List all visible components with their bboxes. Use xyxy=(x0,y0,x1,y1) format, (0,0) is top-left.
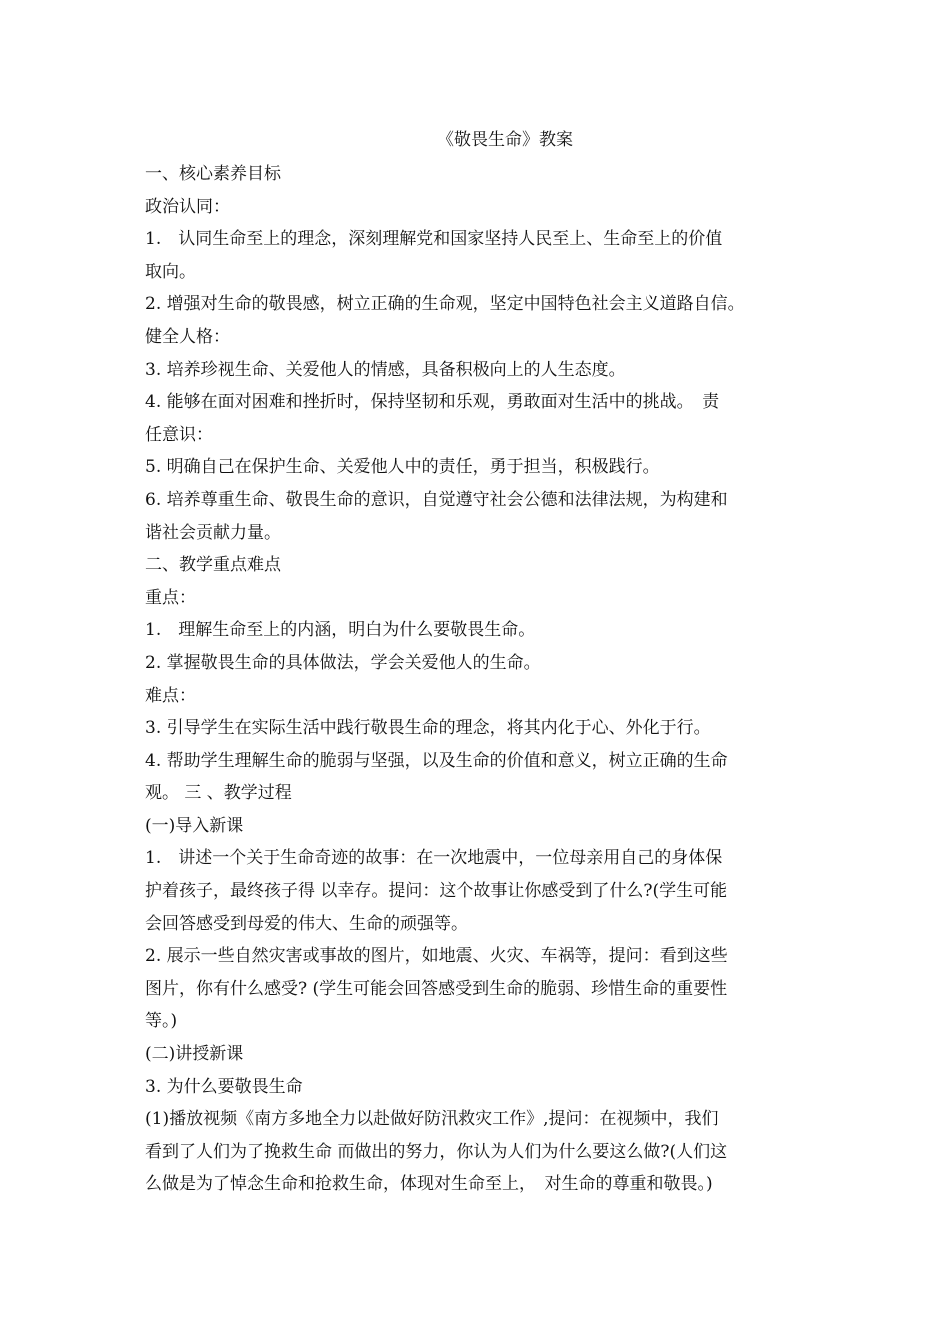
subsection-heading: (二)讲授新课 xyxy=(145,1044,244,1065)
text-line: (1)播放视频《南方多地全力以赴做好防汛救灾工作》,提问：在视频中，我们 xyxy=(145,1109,719,1130)
text-line: 么做是为了悼念生命和抢救生命，体现对生命至上， 对生命的尊重和敬畏。) xyxy=(145,1174,713,1195)
text-line: 3. 培养珍视生命、关爱他人的情感，具备积极向上的人生态度。 xyxy=(145,359,626,380)
text-line: 1. 理解生命至上的内涵，明白为什么要敬畏生命。 xyxy=(145,620,536,641)
text-line: 会回答感受到母爱的伟大、生命的顽强等。 xyxy=(145,913,468,934)
text-line: 4. 能够在面对困难和挫折时，保持坚韧和乐观，勇敢面对生活中的挑战。 责 xyxy=(145,392,720,413)
subsection-heading: (一)导入新课 xyxy=(145,815,244,836)
text-line: 3. 引导学生在实际生活中践行敬畏生命的理念，将其内化于心、外化于行。 xyxy=(145,718,711,739)
section-heading: 二、教学重点难点 xyxy=(145,555,281,576)
document-title: 《敬畏生命》教案 xyxy=(437,130,573,150)
text-line: 图片，你有什么感受? (学生可能会回答感受到生命的脆弱、珍惜生命的重要性 xyxy=(145,978,728,999)
text-line: 2. 增强对生命的敬畏感，树立正确的生命观，坚定中国特色社会主义道路自信。 xyxy=(145,294,745,315)
text-line: 等。) xyxy=(145,1011,178,1032)
text-line: 6. 培养尊重生命、敬畏生命的意识，自觉遵守社会公德和法律法规，为构建和 xyxy=(145,489,728,510)
subsection-heading: 难点： xyxy=(145,685,196,706)
text-line: 2. 掌握敬畏生命的具体做法，学会关爱他人的生命。 xyxy=(145,652,541,673)
text-line: 5. 明确自己在保护生命、关爱他人中的责任，勇于担当，积极践行。 xyxy=(145,457,660,478)
text-line: 2. 展示一些自然灾害或事故的图片，如地震、火灾、车祸等，提问：看到这些 xyxy=(145,946,728,967)
text-line: 看到了人们为了挽救生命 而做出的努力，你认为人们为什么要这么做?(人们这 xyxy=(145,1141,728,1162)
subsection-heading: 政治认同： xyxy=(145,196,230,217)
text-line: 1. 讲述一个关于生命奇迹的故事：在一次地震中，一位母亲用自己的身体保 xyxy=(145,848,723,869)
text-line: 任意识： xyxy=(145,424,213,445)
text-line: 护着孩子，最终孩子得 以幸存。提问：这个故事让你感受到了什么?(学生可能 xyxy=(145,881,728,902)
text-line: 3. 为什么要敬畏生命 xyxy=(145,1076,303,1097)
text-line: 4. 帮助学生理解生命的脆弱与坚强，以及生命的价值和意义，树立正确的生命 xyxy=(145,750,728,771)
text-line: 谐社会贡献力量。 xyxy=(145,522,281,543)
text-line: 1. 认同生命至上的理念，深刻理解党和国家坚持人民至上、生命至上的价值 xyxy=(145,229,723,250)
subsection-heading: 健全人格： xyxy=(145,326,230,347)
subsection-heading: 重点： xyxy=(145,587,196,608)
document-body xyxy=(145,158,825,1201)
section-heading: 一、核心素养目标 xyxy=(145,164,281,184)
text-line: 取向。 xyxy=(145,261,196,282)
text-line: 观。 三 、教学过程 xyxy=(145,783,292,804)
